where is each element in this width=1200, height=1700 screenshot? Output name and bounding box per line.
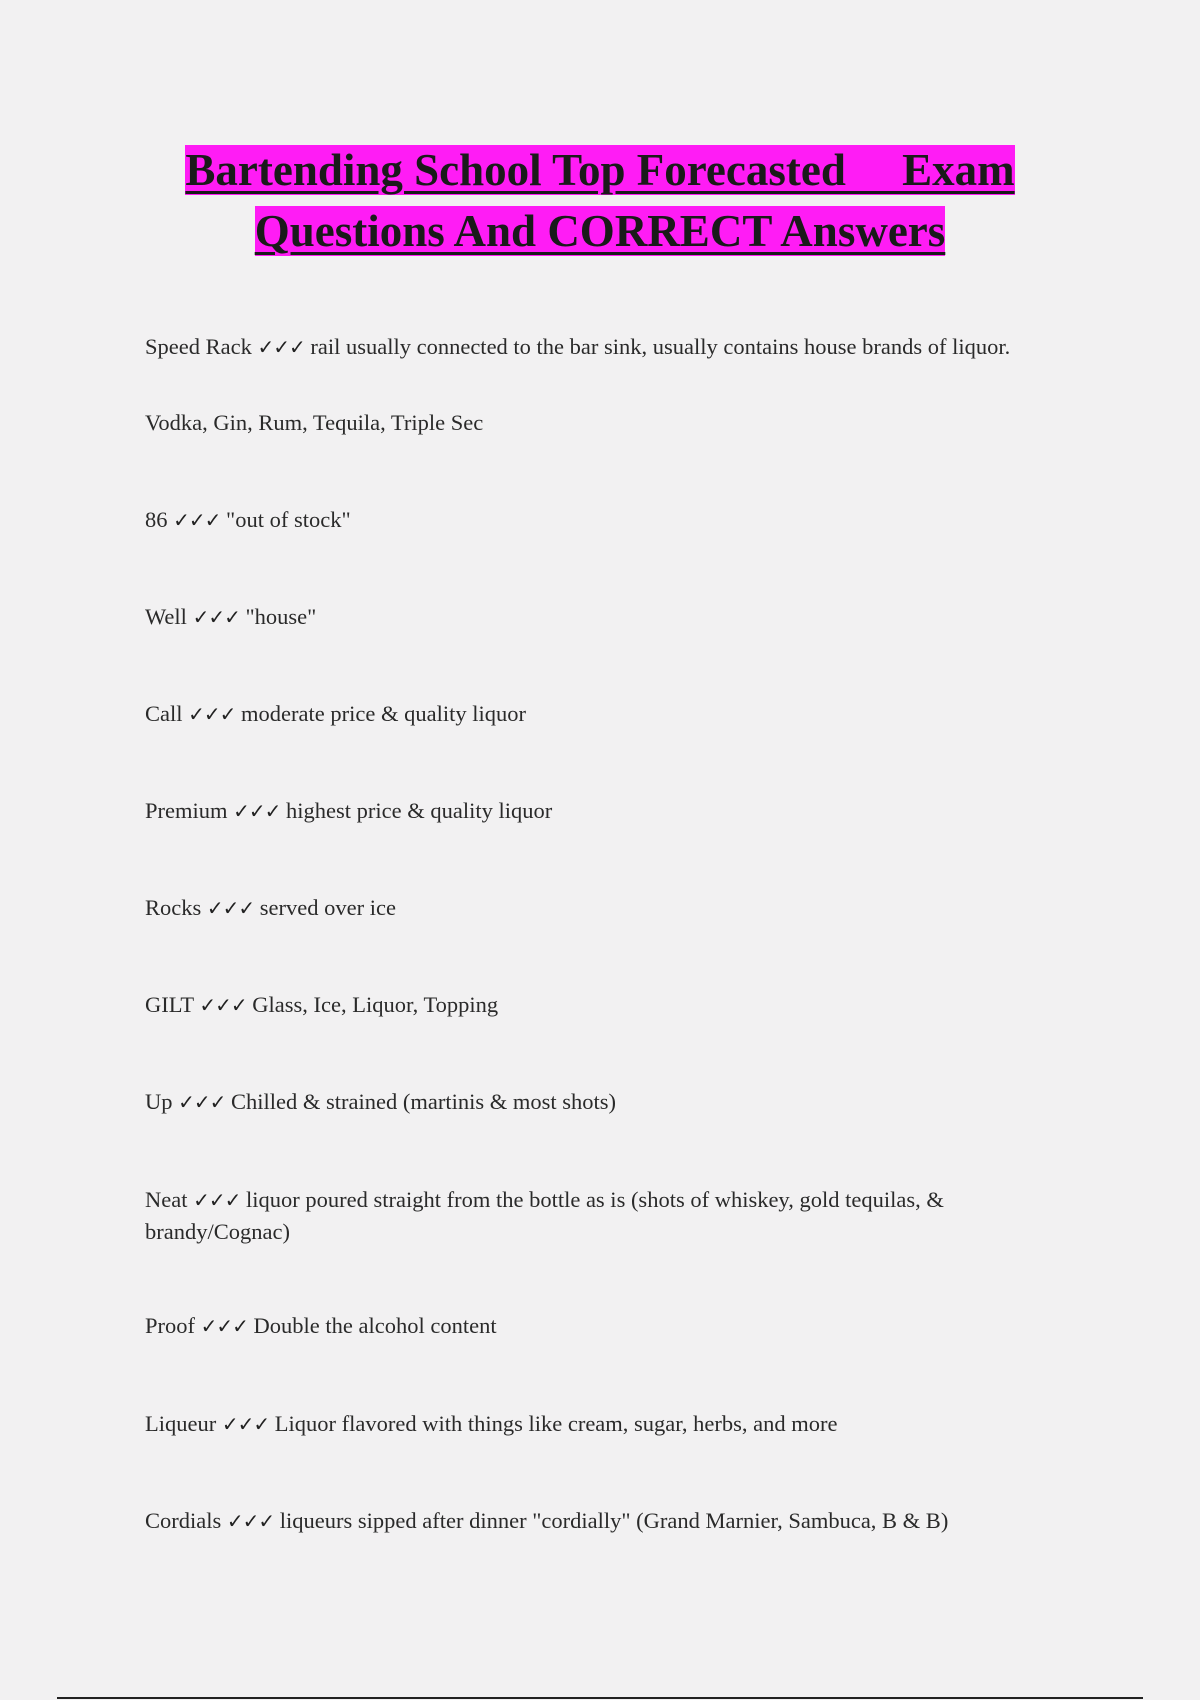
check-marks-icon: ✓✓✓ [221, 1412, 270, 1436]
qa-entry-well [145, 601, 1045, 633]
qa-definition: Liquor flavored with things like cream, sugar, herbs, and more [274, 1411, 838, 1436]
qa-definition: Glass, Ice, Liquor, Topping [252, 992, 499, 1017]
qa-definition: Chilled & strained (martinis & most shots) [231, 1089, 617, 1114]
check-marks-icon: ✓✓✓ [178, 1090, 226, 1114]
qa-term: Liqueur [145, 1411, 217, 1436]
qa-term: GILT [145, 992, 194, 1017]
document-title [120, 140, 1080, 262]
qa-entry-liqueur [145, 1408, 1045, 1440]
qa-term: Cordials [145, 1508, 222, 1533]
qa-entry-86 [145, 504, 1045, 536]
qa-entry-proof [145, 1310, 1045, 1342]
qa-definition: highest price & quality liquor [286, 798, 553, 823]
qa-definition: moderate price & quality liquor [241, 701, 526, 726]
qa-term: Well [145, 604, 187, 629]
check-marks-icon: ✓✓✓ [199, 993, 247, 1017]
qa-definition: liquor poured straight from the bottle as is (shots of whiskey, gold tequilas, & brandy/Cognac) [145, 1187, 944, 1244]
qa-definition: Vodka, Gin, Rum, Tequila, Triple Sec [145, 410, 484, 435]
qa-entry-gilt [145, 989, 1045, 1021]
qa-term: Up [145, 1089, 173, 1114]
qa-entry-premium [145, 795, 1045, 827]
title-line-1: Bartending School Top Forecasted Exam [185, 145, 1015, 195]
qa-definition: "out of stock" [226, 507, 351, 532]
qa-definition: liqueurs sipped after dinner "cordially" (Grand Marnier, Sambuca, B & B) [279, 1508, 949, 1533]
qa-term: Premium [145, 798, 228, 823]
qa-term: Neat [145, 1187, 188, 1212]
qa-term: Call [145, 701, 183, 726]
check-marks-icon: ✓✓✓ [193, 1188, 241, 1212]
qa-entry-call [145, 698, 1045, 730]
qa-term: Speed Rack [145, 334, 252, 359]
check-marks-icon: ✓✓✓ [226, 1509, 275, 1533]
footer-divider [57, 1697, 1143, 1699]
check-marks-icon: ✓✓✓ [188, 702, 236, 726]
check-marks-icon: ✓✓✓ [206, 896, 255, 920]
qa-entry-continuation [145, 407, 1045, 438]
qa-definition: rail usually connected to the bar sink, usually contains house brands of liquor. [310, 334, 1011, 359]
qa-definition: "house" [245, 604, 317, 629]
qa-entry-cordials [145, 1505, 1045, 1537]
title-line-2: Questions And CORRECT Answers [254, 206, 946, 256]
check-marks-icon: ✓✓✓ [233, 799, 281, 823]
qa-term: Proof [145, 1313, 195, 1338]
check-marks-icon: ✓✓✓ [173, 508, 221, 532]
qa-term: 86 [145, 507, 168, 532]
check-marks-icon: ✓✓✓ [192, 605, 240, 629]
check-marks-icon: ✓✓✓ [257, 335, 305, 359]
qa-term: Rocks [145, 895, 202, 920]
check-marks-icon: ✓✓✓ [200, 1314, 248, 1338]
qa-entry-up [145, 1086, 1045, 1118]
qa-definition: served over ice [259, 895, 396, 920]
qa-entry-rocks [145, 892, 1045, 924]
qa-entry-neat [145, 1184, 1045, 1247]
qa-entry-speed-rack [145, 331, 1045, 363]
qa-definition: Double the alcohol content [253, 1313, 497, 1338]
